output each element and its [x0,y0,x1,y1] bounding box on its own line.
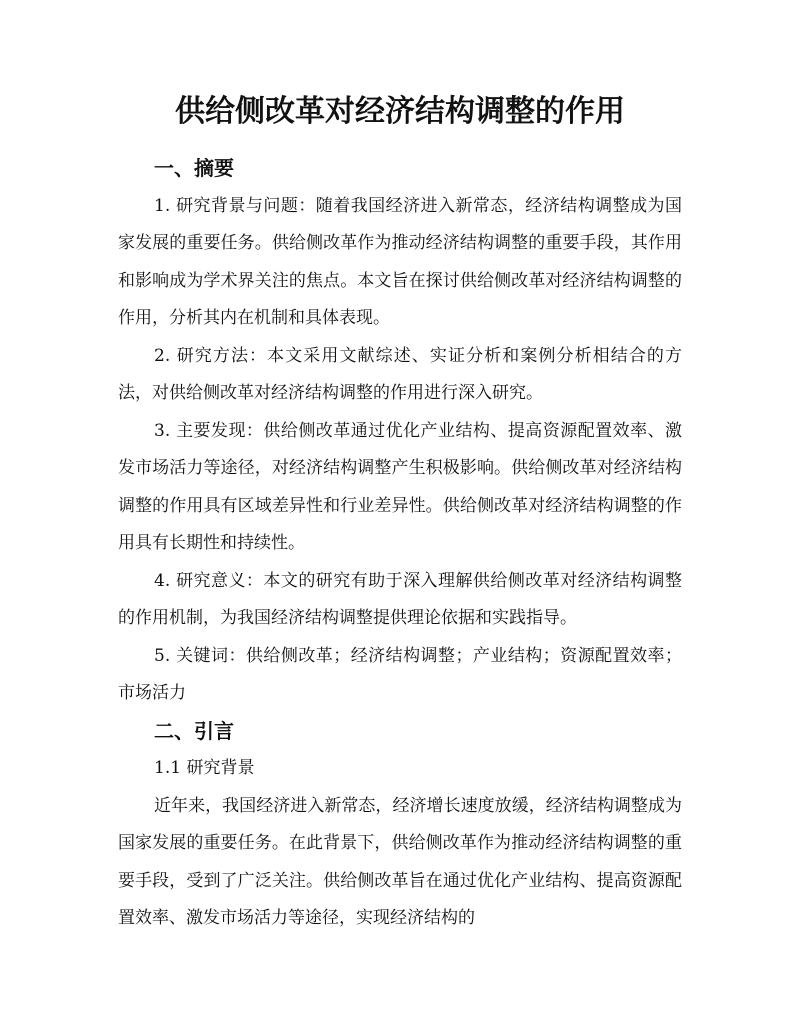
abstract-paragraph-method: 2. 研究方法：本文采用文献综述、实证分析和案例分析相结合的方法，对供给侧改革对经济结构调整的作用进行深入研究。 [118,345,682,403]
abstract-paragraph-significance: 4. 研究意义：本文的研究有助于深入理解供给侧改革对经济结构调整的作用机制，为我国经济结构调整提供理论依据和实践指导。 [118,570,682,628]
abstract-paragraph-background: 1. 研究背景与问题：随着我国经济进入新常态，经济结构调整成为国家发展的重要任务。供给侧改革作为推动经济结构调整的重要手段，其作用和影响成为学术界关注的焦点。本文旨在探讨供给侧改革对经济结构调整的作用，分析其内在机制和具体表现。 [118,195,682,328]
section-heading-abstract: 一、摘要 [154,156,234,180]
document-body [118,92,682,938]
abstract-paragraph-keywords: 5. 关键词：供给侧改革；经济结构调整；产业结构；资源配置效率；市场活力 [118,645,682,703]
introduction-paragraph: 近年来，我国经济进入新常态，经济增长速度放缓，经济结构调整成为国家发展的重要任务。在此背景下，供给侧改革作为推动经济结构调整的重要手段，受到了广泛关注。供给侧改革旨在通过优化产业结构、提高资源配置效率、激发市场活力等途径，实现经济结构的 [118,795,682,928]
document-title: 供给侧改革对经济结构调整的作用 [175,94,625,129]
abstract-paragraph-findings: 3. 主要发现：供给侧改革通过优化产业结构、提高资源配置效率、激发市场活力等途径，对经济结构调整产生积极影响。供给侧改革对经济结构调整的作用具有区域差异性和行业差异性。供给侧改革对经济结构调整的作用具有长期性和持续性。 [118,420,682,553]
section-heading-introduction: 二、引言 [154,718,234,743]
subheading-research-background: 1.1 研究背景 [154,758,255,778]
